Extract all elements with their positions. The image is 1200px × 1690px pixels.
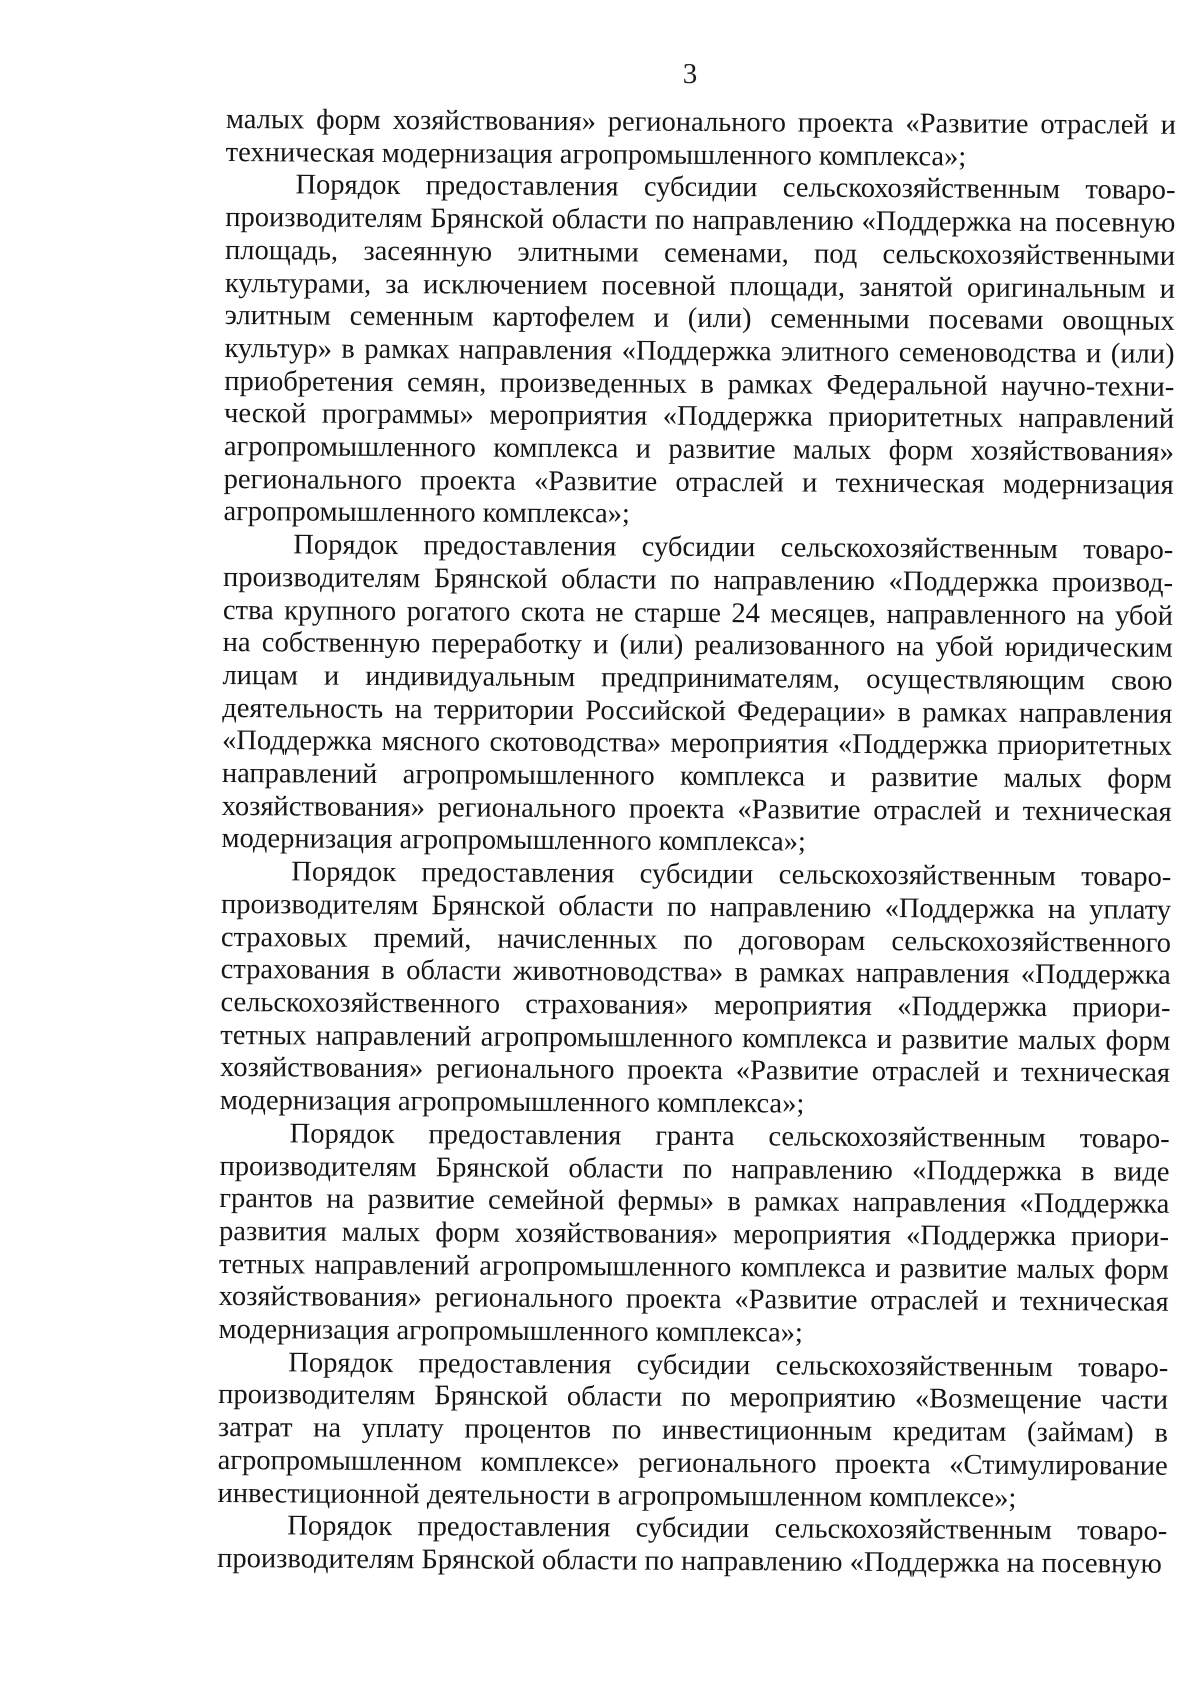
page-number: 3: [682, 58, 698, 90]
paragraph-seed-area-subsidy: Порядок предоставления субсидии сельскохозяйственным товаропроизводителям Брянской области по направлению «Поддержка на посевную площадь, засеянную элитными семенами, под сельскохозяйственными культурами, за исключением посевной площади, занятой оригинальным и элитным семенным картофелем и (или) семенными посевами овощных культур» в рамках направления «Поддержка элитного семеноводства и (или) приобретения семян, произведенных в рамках Федеральной научно-технической программы» мероприятия «Поддержка приоритетных направлений агропромышленного комплекса и развитие малых форм хозяйствования» регионального проекта «Развитие отраслей и техническая модернизация агропромышленного комплекса»;: [223, 169, 1176, 530]
paragraph-investment-credit-subsidy: Порядок предоставления субсидии сельскохозяйственным товаропроизводителям Брянской области по мероприятию «Возмещение части затрат на уплату процентов по инвестиционным кредитам (займам) в агропромышленном комплексе» регионального проекта «Стимулирование инвестиционной деятельности в агропромышленном комплексе»;: [217, 1347, 1169, 1514]
paragraph-insurance-subsidy: Порядок предоставления субсидии сельскохозяйственным товаропроизводителям Брянской области по направлению «Поддержка на уплату страховых премий, начисленных по договорам сельскохозяйственного страхования в области животноводства» в рамках направления «Поддержка сельскохозяйственного страхования» мероприятия «Поддержка приоритетных направлений агропромышленного комплекса и развитие малых форм хозяйствования» регионального проекта «Развитие отраслей и техническая модернизация агропромышленного комплекса»;: [219, 856, 1172, 1120]
paragraph-cattle-subsidy: Порядок предоставления субсидии сельскохозяйственным товаропроизводителям Брянской области по направлению «Поддержка производства крупного рогатого скота не старше 24 месяцев, направленного на убой на собственную переработку и (или) реализованного на убой юридическим лицам и индивидуальным предпринимателям, осуществляющим свою деятельность на территории Российской Федерации» в рамках направления «Поддержка мясного скотоводства» мероприятия «Поддержка приоритетных направлений агропромышленного комплекса и развитие малых форм хозяйствования» регионального проекта «Развитие отраслей и техническая модернизация агропромышленного комплекса»;: [221, 529, 1174, 859]
paragraph-family-farm-grant: Порядок предоставления гранта сельскохозяйственным товаропроизводителям Брянской области по направлению «Поддержка в виде грантов на развитие семейной фермы» в рамках направления «Поддержка развития малых форм хозяйствования» мероприятия «Поддержка приоритетных направлений агропромышленного комплекса и развитие малых форм хозяйствования» регионального проекта «Развитие отраслей и техническая модернизация агропромышленного комплекса»;: [218, 1118, 1170, 1349]
paragraph-seed-area-subsidy-start: Порядок предоставления субсидии сельскохозяйственным товаропроизводителям Брянской области по направлению «Поддержка на посевную: [217, 1510, 1168, 1580]
document-body: [217, 104, 1176, 1581]
paragraph-continuation: малых форм хозяйствования» регионального проекта «Развитие отраслей и техническая модернизация агропромышленного комплекса»;: [225, 104, 1176, 173]
